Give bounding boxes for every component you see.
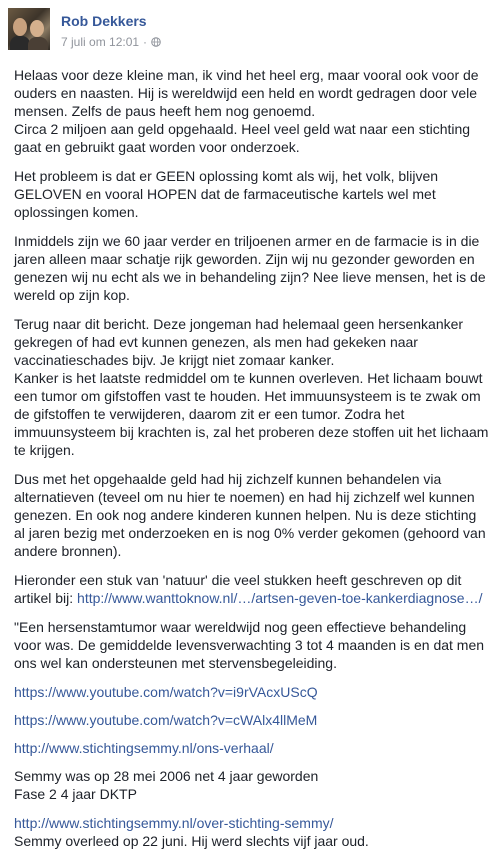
author-name[interactable]: Rob Dekkers xyxy=(61,13,147,29)
paragraph-3: Inmiddels zijn we 60 jaar verder en triljoenen armer en de farmacie is in die jaren alleen maar schatje rijk geworden. Zijn wij nu gezonder geworden en genezen wij nu echt als we in behandeling zijn? Nee lieve mensen, het is de wereld op zijn kop. xyxy=(14,233,486,303)
youtube-link-1-paragraph xyxy=(14,683,490,701)
paragraph-4: Terug naar dit bericht. Deze jongeman had helemaal geen hersenkanker gekregen of had evt kunnen genezen, als men had gekeken naar vaccinatieschades bijv. Je krijgt niet zomaar kanker. Kanker is het laatste redmiddel om te kunnen overleven. Het lichaam bouwt een tumor om gifstoffen vast te houden. Het immuunsysteem is te zwak om de gifstoffen te verwijderen, daarom zit er een tumor. Zodra het immuunsysteem bij krachten is, zal het proberen deze stoffen uit het lichaam te krijgen. xyxy=(14,316,489,458)
semmy-info: Semmy was op 28 mei 2006 net 4 jaar geworden Fase 2 4 jaar DKTP xyxy=(14,768,319,802)
source-link[interactable]: http://www.wanttoknow.nl/…/artsen-geven-toe-kankerdiagnose…/ xyxy=(77,590,483,606)
avatar[interactable] xyxy=(8,8,50,50)
paragraph-1: Helaas voor deze kleine man, ik vind het heel erg, maar vooral ook voor de ouders en naasten. Hij is wereldwijd een held en wordt gedragen door vele mensen. Zelfs de paus heeft hem nog genoemd. Circa 2 miljoen aan geld opgehaald. Heel veel geld wat naar een stichting gaat en gebruikt gaat worden voor onderzoek. xyxy=(14,67,479,155)
post-meta xyxy=(61,35,161,49)
youtube-link-1[interactable]: https://www.youtube.com/watch?v=i9rVAcxUScQ xyxy=(14,684,318,700)
stichting-ons-verhaal-link[interactable]: http://www.stichtingsemmy.nl/ons-verhaal/ xyxy=(14,740,274,756)
youtube-link-2[interactable]: https://www.youtube.com/watch?v=cWAlx4llMeM xyxy=(14,712,318,728)
paragraph-5: Dus met het opgehaalde geld had hij zichzelf kunnen behandelen via alternatieven (teveel om nu hier te noemen) en had hij zichzelf wel kunnen genezen. En ook nog andere kinderen kunnen helpen. Nu is deze stichting al jaren bezig met onderzoeken en is nog 0% verder gekomen (gehoord van andere bronnen). xyxy=(14,471,486,559)
meta-separator: · xyxy=(143,35,148,49)
post-timestamp[interactable]: 7 juli om 12:01 xyxy=(61,35,140,49)
quote-paragraph: "Een hersenstamtumor waar wereldwijd nog geen effectieve behandeling voor was. De gemiddelde levensverwachting 3 tot 4 maanden is en dat men ons wel kan ondersteunen met stervensbegeleiding. xyxy=(14,619,485,671)
stichting-over-link[interactable]: http://www.stichtingsemmy.nl/over-stichting-semmy/ xyxy=(14,815,334,831)
post-content xyxy=(14,66,490,861)
source-paragraph xyxy=(14,571,490,607)
post-header xyxy=(8,8,488,52)
globe-icon[interactable] xyxy=(151,37,161,47)
final-text: Semmy overleed op 22 juni. Hij werd slechts vijf jaar oud. xyxy=(14,833,369,849)
paragraph-2: Het probleem is dat er GEEN oplossing komt als wij, het volk, blijven GELOVEN en vooral HOPEN dat de farmaceutische kartels wel met oplossingen komen. xyxy=(14,168,439,220)
youtube-link-2-paragraph xyxy=(14,711,490,729)
stichting-link-paragraph xyxy=(14,739,490,757)
source-intro: Hieronder een stuk van 'natuur' die veel stukken heeft geschreven op dit artikel bij: xyxy=(14,572,462,606)
